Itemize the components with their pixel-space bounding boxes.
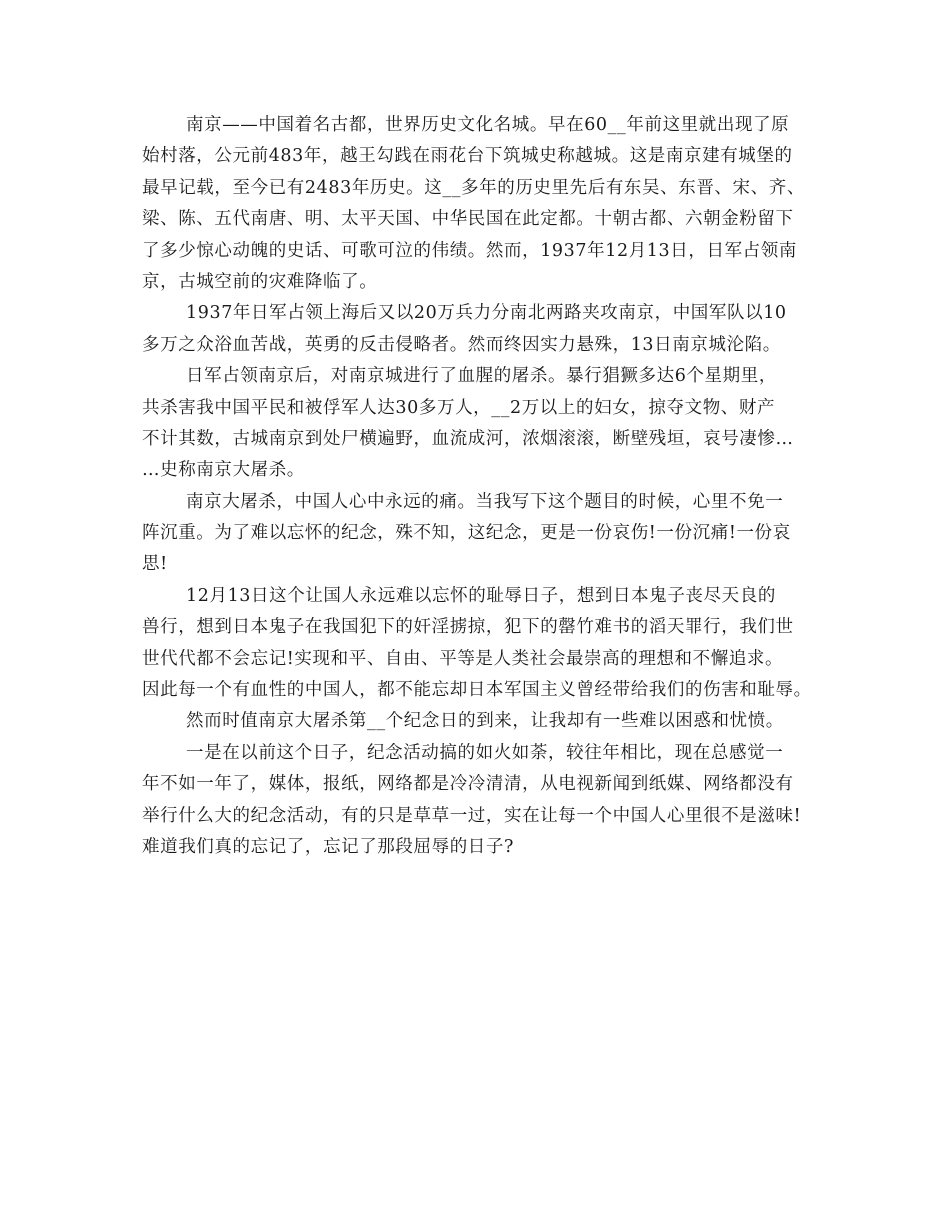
text-line: 因此每一个有血性的中国人，都不能忘却日本军国主义曾经带给我们的伤害和耻辱。	[142, 680, 812, 701]
text-line: 一是在以前这个日子，纪念活动搞的如火如荼，较往年相比，现在总感觉一	[186, 742, 784, 763]
text-line: 始村落，公元前483年，越王勾践在雨花台下筑城史称越城。这是南京建有城堡的	[142, 146, 793, 167]
text-line: 了多少惊心动魄的史话、可歌可泣的伟绩。然而，1937年12月13日，日军占领南	[142, 240, 797, 261]
text-line: 京，古城空前的灾难降临了。	[142, 271, 378, 292]
text-line: 共杀害我中国平民和被俘军人达30多万人，__2万以上的妇女，掠夺文物、财产	[142, 397, 776, 418]
text-line: 日军占领南京后，对南京城进行了血腥的屠杀。暴行猖獗多达6个星期里，	[186, 366, 777, 387]
text-line: 思!	[142, 554, 168, 575]
text-line: 然而时值南京大屠杀第__个纪念日的到来，让我却有一些难以困惑和忧愤。	[186, 711, 784, 732]
text-line: 举行什么大的纪念活动，有的只是草草一过，实在让每一个中国人心里很不是滋味!	[142, 805, 802, 826]
text-line: 南京——中国着名古都，世界历史文化名城。早在60__年前这里就出现了原	[186, 115, 790, 135]
text-line: 多万之众浴血苦战，英勇的反击侵略者。然而终因实力悬殊，13日南京城沦陷。	[142, 334, 781, 355]
text-line: 12月13日这个让国人永远难以忘怀的耻辱日子，想到日本鬼子丧尽天良的	[186, 585, 776, 606]
text-line: 阵沉重。为了难以忘怀的纪念，殊不知，这纪念，更是一份哀伤!一份沉痛!一份哀	[142, 523, 791, 544]
text-line: 不计其数，古城南京到处尸横遍野，血流成河，浓烟滚滚，断壁残垣，哀号凄惨…	[142, 428, 794, 449]
text-line: …史称南京大屠杀。	[142, 460, 305, 481]
text-line: 难道我们真的忘记了，忘记了那段屈辱的日子?	[142, 836, 514, 857]
text-line: 梁、陈、五代南唐、明、太平天国、中华民国在此定都。十朝古都、六朝金粉留下	[142, 209, 794, 230]
text-line: 年不如一年了，媒体，报纸，网络都是冷冷清清，从电视新闻到纸媒、网络都没有	[142, 774, 794, 795]
text-line: 南京大屠杀，中国人心中永远的痛。当我写下这个题目的时候，心里不免一	[186, 491, 784, 512]
text-line: 1937年日军占领上海后又以20万兵力分南北两路夹攻南京，中国军队以10	[186, 303, 787, 324]
text-line: 最早记载，至今已有2483年历史。这__多年的历史里先后有东吴、东晋、宋、齐、	[142, 177, 805, 198]
text-line: 兽行，想到日本鬼子在我国犯下的奸淫掳掠，犯下的罄竹难书的滔天罪行，我们世	[142, 617, 794, 638]
text-line: 世代代都不会忘记!实现和平、自由、平等是人类社会最崇高的理想和不懈追求。	[142, 648, 784, 669]
document-body	[142, 110, 822, 863]
